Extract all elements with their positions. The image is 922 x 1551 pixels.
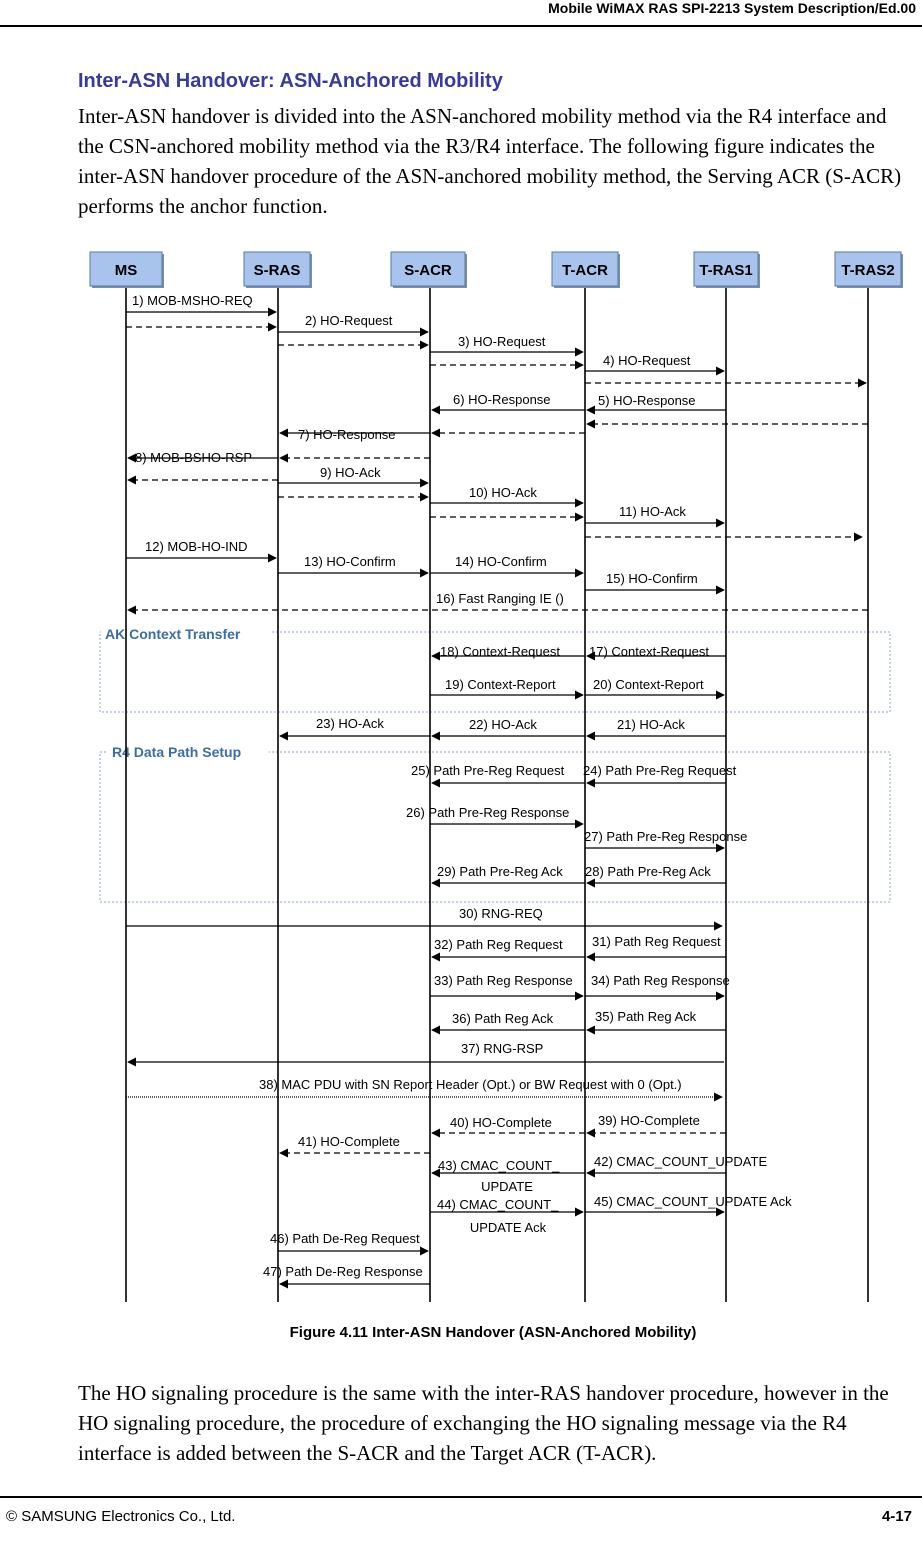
message-label-14: 14) HO-Confirm: [455, 554, 547, 569]
message-42: [587, 1154, 767, 1173]
message-24: [583, 763, 737, 783]
message-30: [126, 906, 722, 926]
intro-paragraph: Inter-ASN handover is divided into the ASN-anchored mobility method via the R4 interface and the CSN-anchored mobility method via the R3/R4 interface. The following figure indicates the inter-ASN handover procedure of the ASN-anchored mobility method, the Serving ACR (S-ACR) performs the anchor function.: [78, 104, 902, 218]
message-label-41: 41) HO-Complete: [298, 1134, 400, 1149]
message-16: [128, 591, 868, 610]
message-17: [587, 644, 726, 659]
message-label-11: 11) HO-Ack: [619, 504, 686, 519]
header-rule: [0, 25, 922, 27]
message-9: [278, 465, 428, 483]
message-label-46: 46) Path De-Reg Request: [270, 1231, 420, 1246]
message-label-39: 39) HO-Complete: [598, 1113, 700, 1128]
message-label-3: 3) HO-Request: [458, 334, 546, 349]
footer-rule: [0, 1496, 922, 1498]
message-label-36: 36) Path Reg Ack: [452, 1011, 554, 1026]
message-label-28: 28) Path Pre-Reg Ack: [585, 864, 711, 879]
message-label-4: 4) HO-Request: [603, 353, 691, 368]
message-12: [126, 539, 276, 558]
entity-t-ras1: [694, 252, 760, 288]
message-label-25: 25) Path Pre-Reg Request: [411, 763, 565, 778]
message-label-22: 22) HO-Ack: [469, 717, 537, 732]
message-46: [270, 1231, 428, 1251]
message-40: [432, 1115, 585, 1133]
message-label-24: 24) Path Pre-Reg Request: [583, 763, 737, 778]
entity-s-acr: [391, 252, 467, 288]
message-47: [263, 1264, 430, 1284]
message-11: [585, 504, 724, 523]
message-label-line2-44: UPDATE Ack: [469, 1220, 547, 1235]
message-label-8: 8) MOB-BSHO-RSP: [135, 450, 253, 465]
message-label-12: 12) MOB-HO-IND: [145, 539, 248, 554]
message-2: [278, 313, 428, 332]
page-header-title: Mobile WiMAX RAS SPI-2213 System Description/Ed.00: [548, 0, 916, 16]
footer-page-number: 4-17: [881, 1508, 912, 1525]
message-label-6: 6) HO-Response: [453, 392, 551, 407]
message-label-43: 43) CMAC_COUNT_: [438, 1158, 560, 1173]
message-8: [128, 450, 278, 465]
figure-caption: Figure 4.11 Inter-ASN Handover (ASN-Anchored Mobility): [289, 1324, 697, 1341]
message-29: [432, 864, 585, 883]
message-19: [430, 677, 583, 695]
entity-label-t-ras1: T-RAS1: [699, 262, 753, 279]
message-15: [585, 571, 724, 590]
entity-label-s-acr: S-ACR: [404, 262, 452, 279]
message-label-9: 9) HO-Ack: [320, 465, 381, 480]
message-label-34: 34) Path Reg Response: [591, 973, 730, 988]
message-label-40: 40) HO-Complete: [450, 1115, 552, 1130]
message-label-20: 20) Context-Report: [593, 677, 704, 692]
message-4: [585, 353, 724, 371]
message-label-15: 15) HO-Confirm: [606, 571, 698, 586]
message-32: [432, 937, 585, 957]
message-label-37: 37) RNG-RSP: [461, 1041, 544, 1056]
entity-t-ras2: [835, 252, 903, 288]
entity-label-s-ras: S-RAS: [253, 262, 301, 279]
entity-s-ras: [244, 252, 312, 288]
message-label-line2-43: UPDATE: [481, 1179, 533, 1194]
message-45: [585, 1194, 792, 1212]
message-label-13: 13) HO-Confirm: [304, 554, 396, 569]
message-label-42: 42) CMAC_COUNT_UPDATE: [594, 1154, 768, 1169]
message-label-33: 33) Path Reg Response: [434, 973, 573, 988]
message-18: [432, 644, 585, 659]
message-label-29: 29) Path Pre-Reg Ack: [437, 864, 563, 879]
entity-label-ms: MS: [114, 262, 138, 279]
message-23: [280, 716, 430, 736]
message-26: [406, 805, 583, 824]
message-label-1: 1) MOB-MSHO-REQ: [132, 293, 253, 308]
message-label-45: 45) CMAC_COUNT_UPDATE Ack: [594, 1194, 792, 1209]
message-5: [587, 393, 726, 410]
message-21: [587, 717, 726, 736]
message-label-7: 7) HO-Response: [298, 427, 396, 442]
message-label-10: 10) HO-Ack: [469, 485, 537, 500]
message-41: [280, 1134, 430, 1153]
message-label-17: 17) Context-Request: [589, 644, 709, 659]
message-10: [430, 485, 583, 503]
message-36: [432, 1011, 585, 1030]
message-label-47: 47) Path De-Reg Response: [263, 1264, 423, 1279]
message-13: [278, 554, 428, 573]
message-6: [432, 392, 585, 410]
section-label-r4-data-path-setup: R4 Data Path Setup: [112, 744, 242, 760]
section-ak-context-transfer: [100, 626, 890, 712]
message-label-18: 18) Context-Request: [440, 644, 560, 659]
message-label-16: 16) Fast Ranging IE (): [436, 591, 564, 606]
message-34: [585, 973, 730, 996]
closing-paragraph: The HO signaling procedure is the same with the inter-RAS handover procedure, however in the HO signaling procedure, the procedure of exchanging the HO signaling message via the R4 interface is added between the S-ACR and the Target ACR (T-ACR).: [78, 1381, 889, 1465]
message-7: [280, 427, 430, 442]
message-label-38: 38) MAC PDU with SN Report Header (Opt.) or BW Request with 0 (Opt.): [259, 1077, 682, 1092]
message-label-30: 30) RNG-REQ: [459, 906, 543, 921]
message-43: [432, 1158, 585, 1194]
message-20: [585, 677, 724, 695]
message-35: [587, 1009, 726, 1030]
message-39: [587, 1113, 726, 1133]
message-label-19: 19) Context-Report: [445, 677, 556, 692]
message-3: [430, 334, 583, 352]
message-14: [430, 554, 583, 573]
entity-label-t-ras2: T-RAS2: [841, 262, 895, 279]
message-28: [585, 864, 726, 883]
message-label-21: 21) HO-Ack: [617, 717, 685, 732]
message-27: [584, 829, 747, 848]
message-38: [126, 1077, 722, 1097]
message-label-26: 26) Path Pre-Reg Response: [406, 805, 570, 820]
message-22: [432, 717, 585, 736]
message-label-5: 5) HO-Response: [598, 393, 696, 408]
message-label-35: 35) Path Reg Ack: [595, 1009, 697, 1024]
entity-ms: [90, 252, 164, 288]
entity-t-acr: [552, 252, 620, 288]
message-31: [587, 934, 726, 957]
section-heading: Inter-ASN Handover: ASN-Anchored Mobility: [78, 70, 503, 92]
message-25: [411, 763, 585, 783]
entity-label-t-acr: T-ACR: [562, 262, 608, 279]
message-label-23: 23) HO-Ack: [316, 716, 384, 731]
message-37: [128, 1041, 724, 1062]
message-44: [430, 1197, 583, 1235]
sequence-diagram: [0, 240, 922, 1310]
message-label-31: 31) Path Reg Request: [592, 934, 721, 949]
message-label-44: 44) CMAC_COUNT_: [437, 1197, 559, 1212]
message-33: [430, 973, 583, 996]
footer-copyright: © SAMSUNG Electronics Co., Ltd.: [6, 1508, 236, 1525]
message-1: [126, 293, 276, 312]
message-label-2: 2) HO-Request: [305, 313, 393, 328]
message-label-32: 32) Path Reg Request: [434, 937, 563, 952]
message-label-27: 27) Path Pre-Reg Response: [584, 829, 748, 844]
section-label-ak-context-transfer: AK Context Transfer: [105, 626, 241, 642]
